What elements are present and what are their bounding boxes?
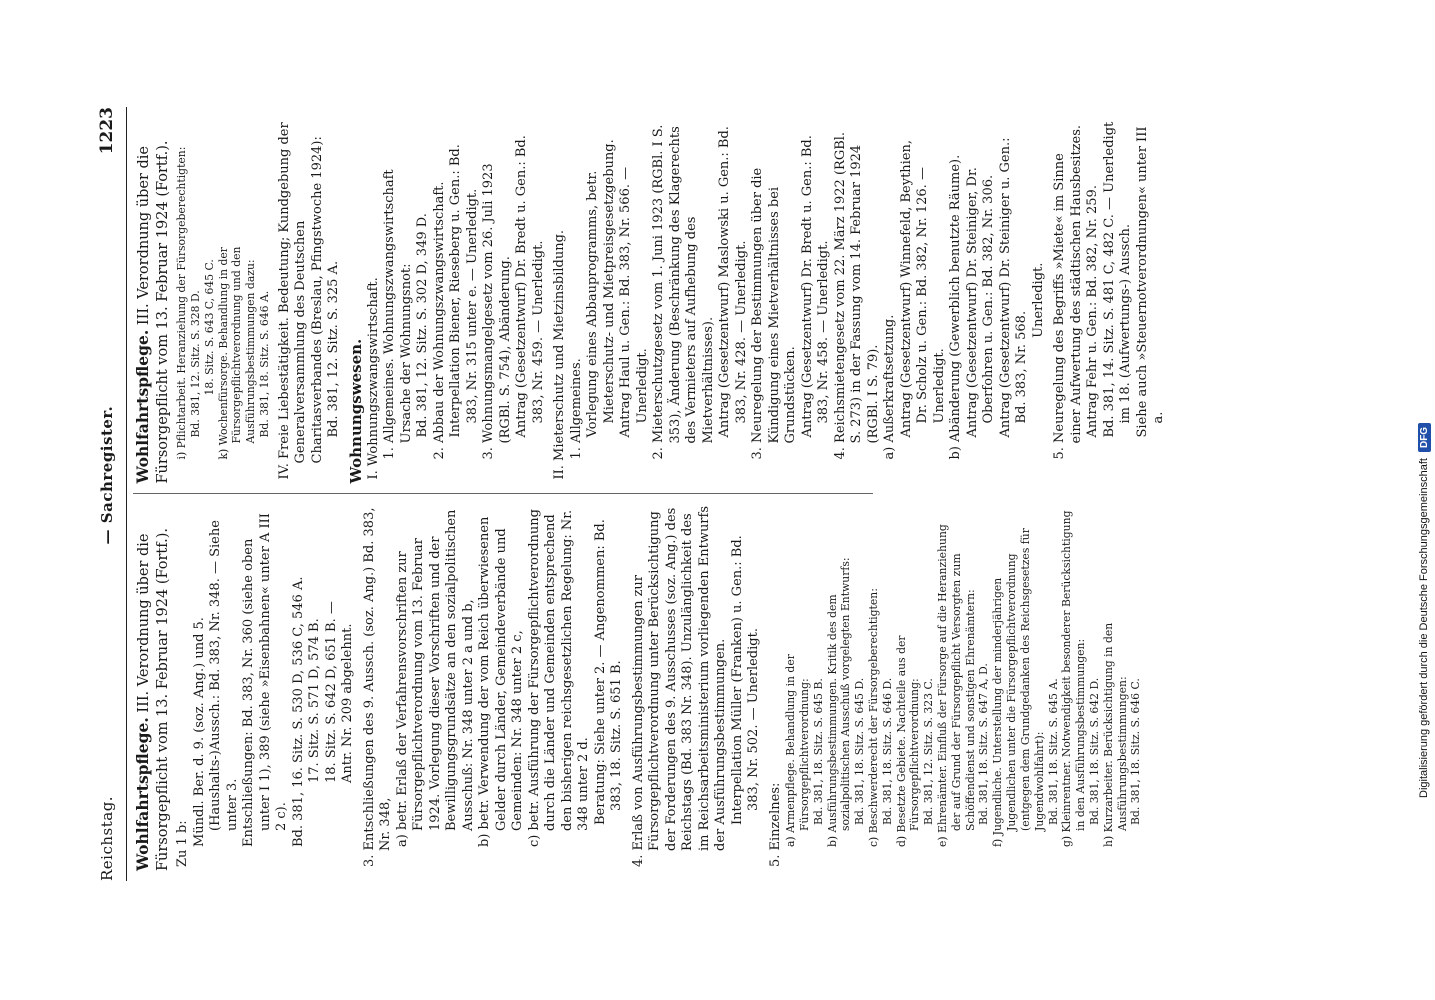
left-section-title: [133, 505, 172, 872]
index-subentry: 18. Sitz. S. 643 C, 645 C.: [202, 259, 216, 396]
index-entry: 3. Wohnungsmangelgesetz vom 26. Juli 1923 (RGBl. S. 754), Abänderung.: [481, 163, 513, 460]
index-subentry: k) Wochenfürsorge. Behandlung in der Fürsorgepflichtverordnung und den Ausführungsbestimmungen dazu:: [216, 246, 258, 460]
index-subentry: b) Ausführungsbestimmungen. Kritik des dem sozialpolitischen Ausschuß vorgelegten Entwurfs:: [825, 557, 853, 847]
index-entry: IV. Freie Liebestätigkeit. Bedeutung; Kundgebung der Generalversammlung des Deutschen Charitasverbandes (Breslau, Pfingstwoche 1924):: [276, 122, 325, 480]
index-entry: Antrag (Gesetzentwurf) Dr. Steiniger, Dr. Oberfohren u. Gen.: Bd. 382, Nr. 306.: [964, 167, 997, 438]
housing-entries: [366, 117, 1168, 484]
index-entry: Interpellation Müller (Franken) u. Gen.: Bd. 383, Nr. 502. — Unerledigt.: [729, 535, 762, 825]
header-left: Reichstag.: [98, 795, 116, 881]
index-subentry: Bd. 381, 12. Sitz. S. 323 C.: [922, 678, 936, 825]
index-entry: 1. Allgemeines.: [568, 358, 584, 460]
index-entry: c) betr. Ausführung der Fürsorgepflichtverordnung durch die Länder und Gemeinden entsprechend den bisherigen reichsgesetzlichen Regelung: Nr. 348 unter 2 d.: [526, 509, 592, 847]
index-entry: b) Abänderung (Gewerblich benutzte Räume).: [948, 154, 964, 460]
index-entry: 4. Erlaß von Ausführungsbestimmungen zur Fürsorgepflichtverordnung unter Berücksichtigung der Forderungen des 9. Ausschusses (soz. Ang.) des Reichstags (Bd. 383 Nr. 348). Unzulänglichkeit des im Reichsarbeitsministerium vorliegenden Entwurfs der Ausführungsbestimmungen.: [630, 505, 729, 867]
right-title-rest: III. Verordnung über die Fürsorgepflicht vom 13. Februar 1924 (Fortf.).: [136, 140, 171, 484]
index-entry: Zu 1 b:: [175, 820, 191, 867]
index-subentry: g) Kleinrentner. Notwendigkeit besonderer Berücksichtigung in den Ausführungsbestimmungen:: [1060, 510, 1088, 847]
page-header: [90, 107, 124, 881]
index-subentry: Bd. 381, 18. Sitz. S. 646 D.: [880, 677, 894, 825]
index-subentry: c) Beschwerderecht der Fürsorgeberechtigten:: [866, 588, 880, 847]
left-title-bold: Wohlfahrtspflege.: [133, 717, 152, 871]
index-entry: 2. Abbau der Wohnungszwangswirtschaft.: [431, 181, 447, 460]
index-subentry: i) Pflichtarbeit. Heranziehung der Fürsorgeberechtigten:: [175, 146, 189, 460]
housing-heading: Wohnungswesen.: [346, 338, 365, 484]
index-entry: Bd. 381, 12. Sitz. S. 325 A.: [326, 260, 342, 438]
index-entry: 2. Mieterschutzgesetz vom 1. Juni 1923 (RGBl. I S. 353), Änderung (Beschränkung des Klagerechts des Vermieters auf Aufhebung des Mietverhältnisses).: [651, 124, 716, 460]
index-entry: Antrag (Gesetzentwurf) Winnefeld, Beythien, Dr. Scholz u. Gen.: Bd. 382, Nr. 126. — Unerledigt.: [898, 139, 947, 438]
index-entry: Antrag Fehr u. Gen.: Bd. 382, Nr. 259.: [1085, 185, 1101, 438]
right-section-title: [133, 117, 172, 484]
index-entry: b) betr. Verwendung der vom Reich überwiesenen Gelder durch Länder, Gemeindeverbände und Gemeinden: Nr. 348 unter 2 c,: [477, 516, 526, 847]
index-entry: Entschließungen: Bd. 383, Nr. 360 (siehe oben unter I 1), 389 (siehe »Eisenbahnen« unter A III 2 c).: [241, 513, 290, 847]
index-entry: Antrag (Gesetzentwurf) Dr. Bredt u. Gen.: Bd. 383, Nr. 458. — Unerledigt.: [799, 135, 832, 438]
credit-text: Digitalisierung gefördert durch die Deutsche Forschungsgemeinschaft: [1418, 458, 1430, 798]
two-column-body: [133, 107, 1167, 881]
right-subentries: [175, 117, 272, 484]
index-entry: a) Außerkraftsetzung.: [882, 314, 898, 460]
index-entry: a) betr. Erlaß der Verfahrensvorschriften zur Fürsorgepflichtverordnung vom 13. Februar 1924. Vorlegung dieser Vorschriften und der Bewilligungsgrundsätze an den sozialpolitischen Ausschuß: Nr. 348 unter 2 a und b,: [394, 509, 476, 847]
index-entry: Antr. Nr. 209 abgelehnt.: [340, 623, 356, 783]
index-entry: 5. Neuregelung des Begriffs »Miete« im Sinne einer Aufwertung des städtischen Hausbesitzes.: [1052, 124, 1084, 460]
index-subentry: Bd. 381, 18. Sitz. S. 645 D.: [853, 677, 867, 825]
index-subentry: Bd. 381, 12. Sitz. S. 328 D.: [188, 290, 202, 438]
index-entry: Mündl. Ber. d. 9. (soz. Ang.) und 5. (Haushalts-)Aussch.: Bd. 383, Nr. 348. — Siehe unter 3.: [191, 520, 240, 847]
index-subentry: f) Jugendliche. Unterstellung der minderjährigen Jugendlichen unter die Fürsorgepflichtverordnung (entgegen dem Grundgedanken des Reichsgesetzes für Jugendwohlfahrt):: [991, 528, 1046, 847]
right-column: [133, 107, 1167, 494]
index-subentry: Bd. 381, 18. Sitz. S. 645 A.: [1046, 678, 1060, 825]
index-entry: 17. Sitz. S. 571 D, 574 B.: [307, 618, 323, 783]
index-entry: 5. Einzelnes:: [767, 782, 783, 867]
digitization-credit: [1413, 8, 1435, 798]
index-subentry: Bd. 381, 18. Sitz. S. 642 D.: [1087, 677, 1101, 825]
index-entry: Bd. 381, 14. Sitz. S. 481 C, 482 C. — Unerledigt im 18. (Aufwertungs-) Aussch.: [1101, 121, 1134, 438]
index-subentry: h) Kurzarbeiter. Berücksichtigung in den Ausführungsbestimmungen:: [1101, 622, 1129, 847]
index-entry: 1. Allgemeines. Wohnungszwangswirtschaft Ursache der Wohnungsnot:: [382, 169, 414, 460]
index-entry: 4. Reichsmietengesetz vom 22. März 1922 (RGBl. S. 273) in der Fassung vom 14. Februar 1924 (RGBl. I S. 79).: [832, 131, 881, 460]
index-entry: 3. Entschließungen des 9. Aussch. (soz. Ang.) Bd. 383, Nr. 348,: [361, 507, 394, 867]
index-entry: Siehe auch »Steuernotverordnungen« unter III a.: [1134, 126, 1167, 438]
page-number: 1223: [97, 107, 117, 155]
left-subentries: [784, 505, 1143, 872]
index-entry: Unerledigt.: [1030, 262, 1046, 338]
index-entry: Bd. 381, 12. Sitz. S. 302 D, 349 D.: [415, 213, 431, 438]
column-divider: [133, 494, 873, 495]
index-entry: Antrag (Gesetzentwurf) Dr. Steiniger u. Gen.: Bd. 383, Nr. 568.: [997, 137, 1030, 438]
left-title-rest: III. Verordnung über die Fürsorgepflicht vom 13. Februar 1924 (Fortf.).: [136, 528, 171, 871]
right-title-bold: Wohlfahrtspflege.: [133, 329, 152, 484]
index-entry: II. Mieterschutz und Mietzinsbildung.: [552, 229, 568, 480]
index-subentry: a) Armenpflege. Behandlung in der Fürsorgepflichtverordnung:: [784, 654, 811, 847]
index-subentry: Bd. 381, 18. Sitz. S. 646 C.: [1129, 678, 1143, 825]
index-entry: Antrag (Gesetzentwurf) Dr. Bredt u. Gen.: Bd. 383, Nr. 459. — Unerledigt.: [514, 135, 546, 438]
index-entry: Beratung: Siehe unter 2. — Angenommen: Bd. 383, 18. Sitz. S. 651 B.: [592, 519, 625, 825]
index-entry: Bd. 381, 16. Sitz. S. 530 D, 536 C, 546 A.: [290, 576, 306, 847]
index-entry: I. Wohnungszwangswirtschaft.: [365, 277, 381, 480]
scanned-index-page: [90, 95, 1305, 895]
index-entry: 3. Neuregelung der Bestimmungen über die Kündigung eines Mietverhältnisses bei Grundstücken.: [750, 167, 799, 460]
index-subentry: Bd. 381, 18. Sitz. S. 645 B.: [811, 678, 825, 825]
index-entry: Vorlegung eines Abbauprogramms, betr. Mieterschutz- und Mietpreisgesetzgebung.: [585, 139, 617, 438]
index-subentry: Bd. 381, 18. Sitz. S. 647 A, D.: [977, 663, 991, 825]
index-entry: 18. Sitz. S. 642 D, 651 B. —: [323, 601, 339, 783]
index-entry: Interpellation Biener, Rieseberg u. Gen.: Bd. 383, Nr. 315 unter e. — Unerledigt.: [448, 144, 480, 438]
index-entry: Antrag (Gesetzentwurf) Maslowski u. Gen.: Bd. 383, Nr. 428. — Unerledigt.: [717, 126, 749, 438]
index-entry: Antrag Haul u. Gen.: Bd. 383, Nr. 566. — Unerledigt.: [618, 166, 650, 438]
dfg-logo-icon: DFG: [1418, 423, 1431, 452]
index-subentry: d) Besetzte Gebiete. Nachteile aus der Fürsorgepflichtverordnung:: [894, 635, 922, 847]
left-column: [133, 495, 1143, 882]
header-center: — Sachregister.: [98, 405, 116, 545]
index-subentry: e) Ehrenämter. Einfluß der Fürsorge auf die Heranziehung der auf Grund der Fürsorgepflicht Versorgten zum Schöffendienst und sonstigen Ehrenämtern:: [936, 524, 977, 847]
right-entries: [277, 117, 343, 484]
header-rule: [126, 107, 127, 881]
index-subentry: Bd. 381, 18. Sitz. S. 646 A.: [257, 290, 271, 438]
left-entries: [175, 505, 784, 872]
